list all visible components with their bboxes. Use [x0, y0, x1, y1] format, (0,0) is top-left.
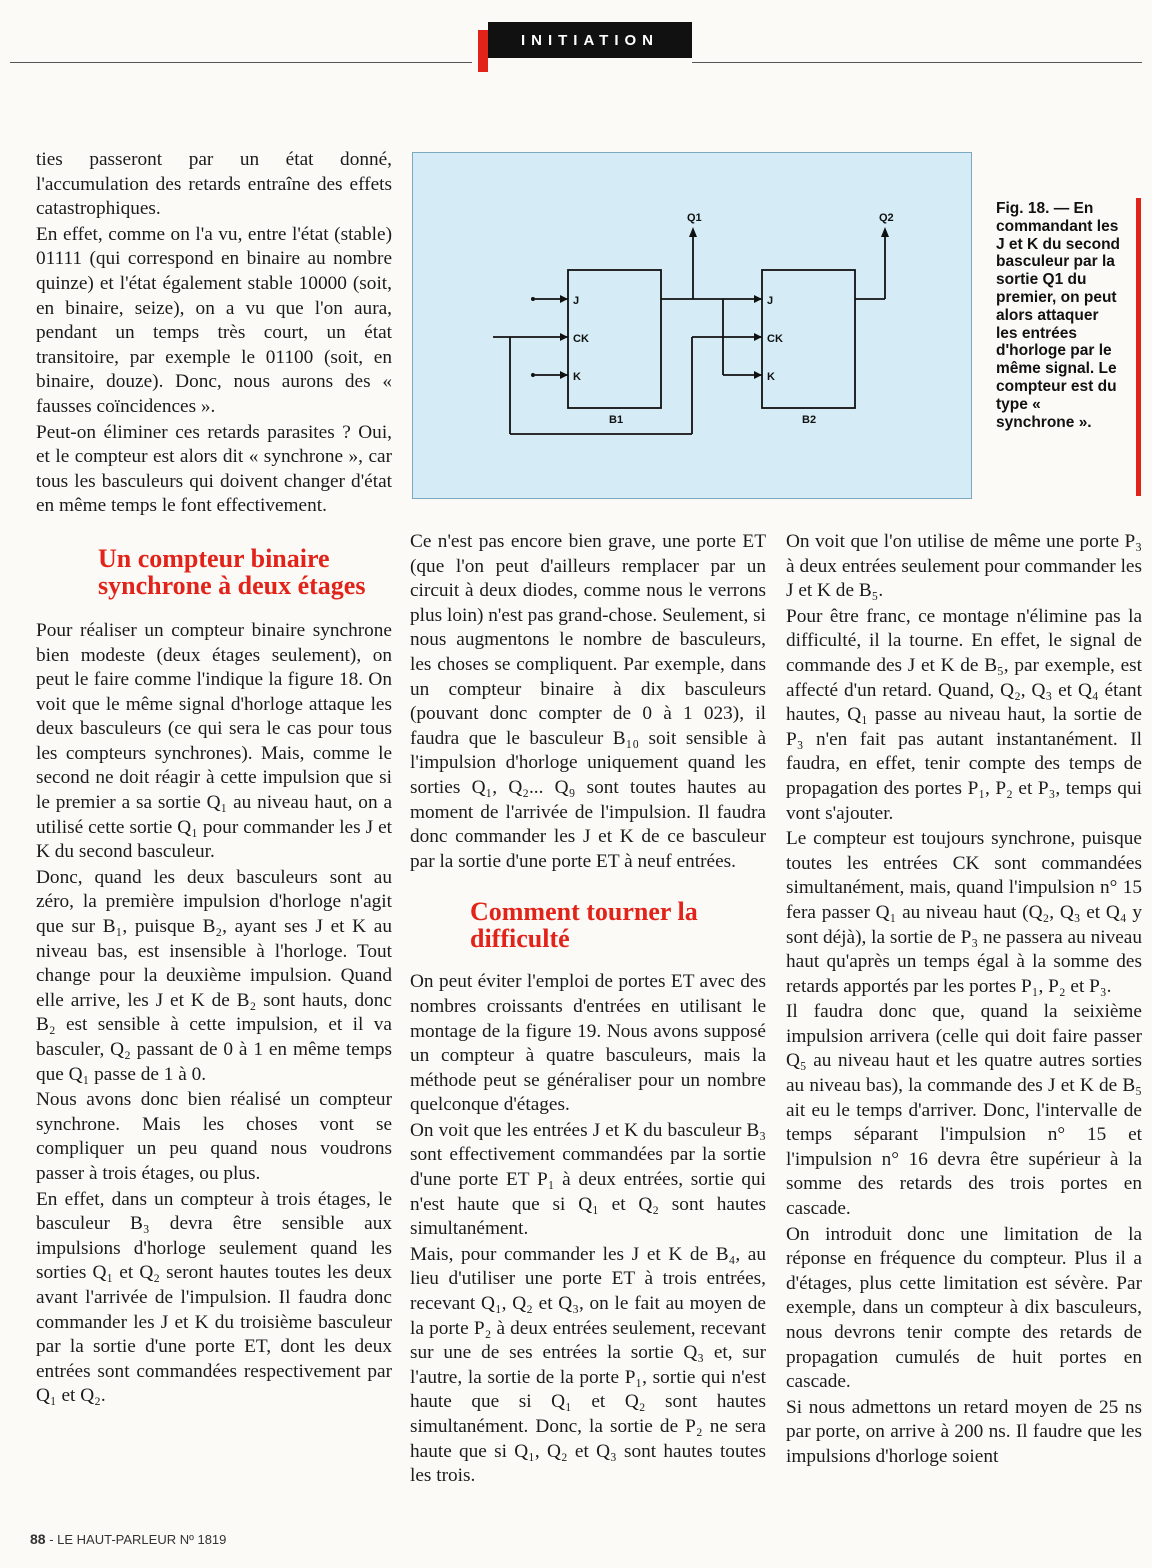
paragraph: On peut éviter l'emploi de portes ET avec des nombres croissants d'entrées en utilisant le montage de la figure 19. Nous avons supposé un compteur à quatre basculeurs, mais la méthode peut se généraliser pour un nombre quelconque d'étages. — [410, 971, 766, 1116]
header-rule-right — [692, 62, 1142, 63]
paragraph: ties passeront par un état donné, l'accumulation des retards entraîne des effets catastrophiques. — [36, 149, 392, 220]
label-q2: Q2 — [879, 212, 894, 224]
caption-accent-bar — [1136, 198, 1141, 496]
paragraph: Nous avons donc bien réalisé un compteur synchrone. Mais les choses vont se compliquer un peu quand nous voudrons passer à trois étages, ou plus. — [36, 1089, 392, 1184]
paragraph: Pour réaliser un compteur binaire synchrone bien modeste (deux étages seulement), on peut le faire comme l'indique la figure 18. On voit que le même signal d'horloge attaque les deux basculeurs (ce qui sera le cas pour tous les compteurs synchrones). Mais, comme le second ne doit réagir à cette impulsion que si le premier a sa sortie Q₁ au niveau haut, on a utilisé cette sortie Q₁ pour commander les J et K du second basculeur. — [36, 619, 392, 863]
label-j1: J — [573, 295, 580, 307]
column-2 — [410, 530, 766, 1490]
paragraph: En effet, comme on l'a vu, entre l'état (stable) 01111 (qui correspond en binaire au nombre quinze) et l'état également stable 10000 (soit, en binaire, seize), on a vu que l'on aura, pendant un temps très court, un état transitoire, par exemple le 01100 (soit, en binaire, douze). Donc, nous aurons des « fausses coïncidences ». — [36, 223, 392, 417]
label-j2: J — [767, 295, 774, 307]
column-1 — [36, 148, 392, 1410]
paragraph: Donc, quand les deux basculeurs sont au zéro, la première impulsion d'horloge n'agit que sur B₁, puisque B₂, ayant ses J et K au niveau bas, est insensible à l'horloge. Tout change pour la deuxième impulsion. Quand elle arrive, les J et K de B₂ sont hauts, donc B₂ est sensible à cette impulsion, et il va basculer, Q₂ passant de 0 à 1 en même temps que Q₁ passe de 1 à 0. — [36, 866, 392, 1085]
page-number: 88 — [30, 1531, 46, 1547]
label-k2: K — [767, 371, 775, 383]
section-accent-bar — [478, 30, 488, 72]
figure-18-diagram — [412, 152, 972, 499]
paragraph: En effet, dans un compteur à trois étages, le basculeur B₃ devra être sensible aux impulsions d'horloge seulement quand les sorties Q₁ et Q₂ seront hautes toutes les deux avant l'arrivée de l'impulsion. Il faudra donc commander les J et K du troisième basculeur par la sortie d'une porte ET, dont les deux entrées sont commandées respectivement par Q₁ et Q₂. — [36, 1188, 392, 1407]
figure-caption: Fig. 18. — En commandant les J et K du second basculeur par la sortie Q1 du premier, on peut alors attaquer les entrées d'horloge par le même signal. Le compteur est du type « synchrone ». — [996, 200, 1121, 431]
paragraph: Peut-on éliminer ces retards parasites ? Oui, et le compteur est alors dit « synchrone », car tous les basculeurs qui doivent changer d'état en même temps le font effectivement. — [36, 421, 392, 517]
paragraph: Le compteur est toujours synchrone, puisque toutes les entrées CK sont commandées simultanément, mais, quand l'impulsion n° 15 fera passer Q₁ au niveau haut (Q₂, Q₃ et Q₄ y sont déjà), la sortie de P₃ ne passera au niveau haut qu'après un temps égal à la somme des retards apportés par les portes P₁, P₂ et P₃. — [786, 828, 1142, 997]
paragraph: Si nous admettons un retard moyen de 25 ns par porte, on arrive à 200 ns. Il faudre que les impulsions d'horloge soient — [786, 1396, 1142, 1467]
paragraph: Mais, pour commander les J et K de B₄, au lieu d'utiliser une porte ET à trois entrées, recevant Q₁, Q₂ et Q₃, on le fait au moyen de la porte P₂ à deux entrées seulement, recevant sur une de ses entrées la sortie Q₃ et, sur l'autre, la sortie de la porte P₁, sortie qui n'est haute que si Q₁ et Q₂ sont hautes simultanément. Donc, la sortie de P₂ ne sera haute que si Q₁, Q₂ et Q₃ sont hautes toutes les trois. — [410, 1243, 766, 1487]
page-footer — [30, 1531, 226, 1547]
paragraph: On voit que l'on utilise de même une porte P₃ à deux entrées seulement pour commander les J et K de B₅. — [786, 531, 1142, 602]
label-q1: Q1 — [687, 212, 702, 224]
label-ck1: CK — [573, 333, 589, 345]
label-b1: B1 — [609, 414, 624, 426]
magazine-name: - LE HAUT-PARLEUR Nº 1819 — [49, 1532, 227, 1547]
label-b2: B2 — [802, 414, 817, 426]
paragraph: Ce n'est pas encore bien grave, une porte ET (que l'on peut d'ailleurs remplacer par un circuit à deux diodes, comme nous le verrons plus loin) n'est pas grand-chose. Seulement, si nous augmentons le nombre de basculeurs, les choses se compliquent. Par exemple, dans un compteur binaire à dix basculeurs (pouvant donc compter de 0 à 1 023), il faudra que le basculeur B₁₀ soit sensible à l'impulsion d'horloge uniquement quand les sorties Q₁, Q₂... Q₉ sont toutes hautes au moment de l'arrivée de l'impulsion. Il faudra donc commander les J et K de ce basculeur par la sortie d'une porte ET à neuf entrées. — [410, 531, 766, 872]
paragraph: Il faudra donc que, quand la seixième impulsion arrivera (celle qui doit faire passer Q₅ au niveau haut et les quatre autres sorties au niveau bas), la commande des J et K de B₅ ait eu le temps d'arriver. Donc, l'intervalle de temps séparant l'impulsion n° 15 et l'impulsion n° 16 devra être supérieur à la somme des retards des trois portes en cascade. — [786, 1001, 1142, 1220]
flip-flop-circuit — [413, 153, 971, 498]
paragraph: On voit que les entrées J et K du basculeur B₃ sont effectivement commandées par la sortie d'une porte ET P₁ à deux entrées, sortie qui n'est haute que si Q₁ et Q₂ sont hautes simultanément. — [410, 1119, 766, 1240]
paragraph: Pour être franc, ce montage n'élimine pas la difficulté, il la tourne. En effet, le signal de commande des J et K de B₅, par exemple, est affecté d'un retard. Quand, Q₂, Q₃ et Q₄ étant hautes, Q₁ passe au niveau haut, la sortie de P₃ n'en fait pas autant instantanément. Il faudra, en effet, tenir compte des temps de propagation des portes P₁, P₂ et P₃, temps qui vont s'ajouter. — [786, 605, 1142, 824]
label-k1: K — [573, 371, 581, 383]
section-label: INITIATION — [488, 22, 692, 58]
section-heading: Comment tourner la difficulté — [470, 897, 698, 954]
column-3 — [786, 530, 1142, 1471]
section-heading: Un compteur binaire synchrone à deux étages — [98, 543, 366, 600]
label-ck2: CK — [767, 333, 783, 345]
header-rule-left — [10, 62, 472, 63]
paragraph: On introduit donc une limitation de la réponse en fréquence du compteur. Plus il a d'étages, plus cette limitation est sévère. Par exemple, dans un compteur à dix basculeurs, nous devrons tenir compte des retards de propagation cumulés de huit portes en cascade. — [786, 1223, 1142, 1393]
